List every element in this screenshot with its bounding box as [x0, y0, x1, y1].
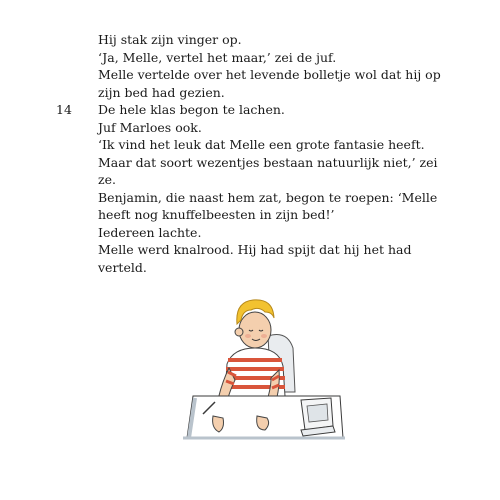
paragraph: Melle werd knalrood. Hij had spijt dat hij het had verteld.	[98, 242, 412, 275]
paragraph: Benjamin, die naast hem zat, begon te roepen: ‘Melle heeft nog knuffelbeesten in zijn bed!’	[98, 189, 438, 222]
paragraph: De hele klas begon te lachen.	[98, 102, 285, 117]
paragraph: ‘Ja, Melle, vertel het maar,’ zei de juf.	[98, 49, 337, 65]
paragraph: Hij stak zijn vinger op.	[98, 32, 242, 47]
boy-at-desk-illustration	[175, 288, 350, 450]
story-text	[98, 31, 458, 276]
book-stack	[301, 398, 335, 436]
paragraph: Juf Marloes ook.	[98, 119, 202, 135]
right-hand	[257, 416, 269, 430]
paragraph: ‘Ik vind het leuk dat Melle een grote fantasie heeft. Maar dat soort wezentjes bestaan natuurlijk niet,’ zei ze.	[98, 137, 438, 187]
ear	[235, 328, 243, 336]
page-number: 14	[56, 102, 72, 117]
face	[239, 312, 271, 348]
paragraph: Melle vertelde over het levende bolletje wol dat hij op zijn bed had gezien.	[98, 67, 441, 100]
paragraph: Iedereen lachte.	[98, 224, 202, 240]
